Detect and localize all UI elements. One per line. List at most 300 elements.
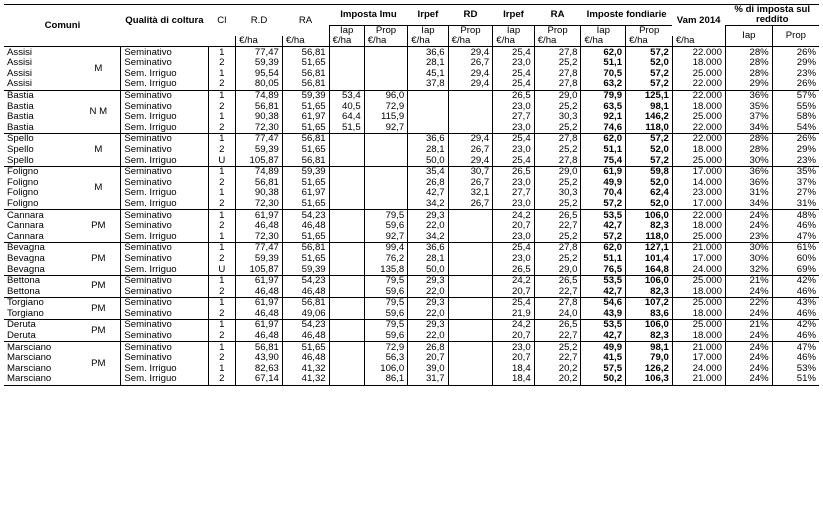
row-if-prop: 52,0: [626, 177, 673, 188]
row-ra: 56,81: [282, 155, 329, 166]
row-if-iap: 70,4: [581, 188, 626, 199]
row-imu-prop: 72,9: [364, 101, 408, 112]
row-irpef-ra-prop: 27,8: [534, 297, 581, 308]
row-perc-prop: 55%: [772, 101, 819, 112]
row-irpef-rd-prop: 26,7: [448, 58, 493, 69]
row-irpef-ra-prop: 27,8: [534, 133, 581, 144]
row-perc-prop: 46%: [772, 221, 819, 232]
unit-irpef-ra-iap: €/ha: [493, 36, 534, 47]
row-if-iap: 61,9: [581, 166, 626, 177]
row-imu-prop: 59,6: [364, 286, 408, 297]
row-rd: 72,30: [236, 122, 283, 133]
row-ra: 54,23: [282, 210, 329, 221]
row-vam: 17.000: [672, 253, 725, 264]
row-ra: 61,97: [282, 188, 329, 199]
row-irpef-ra-iap: 25,4: [493, 68, 534, 79]
row-coltura: Seminativo: [121, 253, 208, 264]
row-cl: 2: [208, 122, 236, 133]
unit-irpef-rd-iap: €/ha: [408, 36, 448, 47]
row-imu-iap: [329, 353, 364, 364]
row-perc-iap: 24%: [725, 308, 772, 319]
row-if-iap: 92,1: [581, 112, 626, 123]
row-irpef-rd-iap: 26,8: [408, 177, 448, 188]
row-coltura: Seminativo: [121, 319, 208, 330]
row-comune: Torgiano: [7, 308, 44, 319]
table-row: [4, 353, 819, 364]
row-irpef-rd-iap: 39,0: [408, 363, 448, 374]
header-irpef-ra: Irpef: [493, 5, 534, 26]
row-rd: 61,97: [236, 210, 283, 221]
row-perc-iap: 28%: [725, 58, 772, 69]
row-vam: 18.000: [672, 221, 725, 232]
row-irpef-rd-iap: [408, 122, 448, 133]
row-if-prop: 98,1: [626, 342, 673, 353]
row-perc-prop: 46%: [772, 308, 819, 319]
row-if-iap: 62,0: [581, 47, 626, 58]
row-rd: 61,97: [236, 319, 283, 330]
row-vam: 22.000: [672, 210, 725, 221]
row-irpef-ra-prop: 25,2: [534, 177, 581, 188]
row-rd: 46,48: [236, 308, 283, 319]
row-vam: 22.000: [672, 122, 725, 133]
row-ra: 61,97: [282, 112, 329, 123]
row-coltura: Seminativo: [121, 275, 208, 286]
row-ra: 51,65: [282, 253, 329, 264]
row-perc-iap: 24%: [725, 353, 772, 364]
row-comune: Marsciano: [7, 352, 52, 364]
row-imu-prop: [364, 198, 408, 209]
unit-rd: €/ha: [236, 36, 283, 47]
row-irpef-ra-prop: 25,2: [534, 101, 581, 112]
row-irpef-rd-prop: [448, 112, 493, 123]
row-irpef-rd-prop: [448, 122, 493, 133]
row-if-iap: 53,5: [581, 275, 626, 286]
header-cl-spacer: [208, 36, 236, 47]
row-cl: 1: [208, 112, 236, 123]
row-rd: 59,39: [236, 253, 283, 264]
table-row: [4, 47, 819, 58]
table-row: [4, 331, 819, 342]
row-coltura: Sem. Irriguo: [121, 155, 208, 166]
row-cl: 1: [208, 188, 236, 199]
row-irpef-ra-iap: 27,7: [493, 112, 534, 123]
row-perc-prop: 42%: [772, 275, 819, 286]
row-cl: 1: [208, 275, 236, 286]
row-vam: 25.000: [672, 297, 725, 308]
row-irpef-ra-iap: 20,7: [493, 331, 534, 342]
row-irpef-ra-prop: 24,0: [534, 308, 581, 319]
row-irpef-ra-prop: 27,8: [534, 79, 581, 90]
row-irpef-rd-iap: 28,1: [408, 58, 448, 69]
row-if-iap: 42,7: [581, 221, 626, 232]
row-irpef-ra-iap: 23,0: [493, 231, 534, 242]
row-perc-prop: 46%: [772, 353, 819, 364]
row-rd: 61,97: [236, 275, 283, 286]
row-comune: Bastia: [7, 111, 34, 123]
row-perc-prop: 69%: [772, 264, 819, 275]
table-row: [4, 155, 819, 166]
table-row: [4, 112, 819, 123]
row-if-iap: 57,2: [581, 231, 626, 242]
row-irpef-rd-prop: [448, 374, 493, 385]
row-cl: 2: [208, 308, 236, 319]
row-imu-iap: [329, 221, 364, 232]
row-perc-prop: 29%: [772, 144, 819, 155]
row-coltura: Seminativo: [121, 90, 208, 101]
row-irpef-ra-prop: 26,5: [534, 319, 581, 330]
zone-label: PM: [76, 275, 121, 297]
row-if-iap: 51,1: [581, 144, 626, 155]
row-cl: 2: [208, 286, 236, 297]
row-irpef-rd-prop: [448, 308, 493, 319]
row-irpef-rd-prop: 32,1: [448, 188, 493, 199]
row-if-iap: 57,2: [581, 198, 626, 209]
unit-if-prop: €/ha: [626, 36, 673, 47]
row-vam: 25.000: [672, 112, 725, 123]
row-if-prop: 59,8: [626, 166, 673, 177]
row-rd: 90,38: [236, 188, 283, 199]
row-ra: 41,32: [282, 374, 329, 385]
row-coltura: Sem. Irriguo: [121, 112, 208, 123]
row-irpef-ra-iap: 25,4: [493, 242, 534, 253]
header-qualita: Qualità di coltura: [121, 5, 208, 37]
row-comune: Bettona: [4, 275, 76, 286]
row-perc-prop: 31%: [772, 198, 819, 209]
row-irpef-rd-prop: [448, 342, 493, 353]
row-ra: 54,23: [282, 275, 329, 286]
row-irpef-rd-prop: [448, 221, 493, 232]
row-irpef-rd-prop: [448, 101, 493, 112]
table-row: [4, 242, 819, 253]
row-imu-iap: [329, 253, 364, 264]
row-ra: 56,81: [282, 68, 329, 79]
row-ra: 59,39: [282, 264, 329, 275]
table-row: [4, 79, 819, 90]
row-ra: 56,81: [282, 297, 329, 308]
row-imu-prop: 79,5: [364, 210, 408, 221]
row-irpef-rd-prop: [448, 363, 493, 374]
row-irpef-ra-iap: 23,0: [493, 198, 534, 209]
row-irpef-rd-iap: 29,3: [408, 297, 448, 308]
row-irpef-rd-prop: [448, 231, 493, 242]
row-comune: Assisi: [7, 78, 33, 90]
row-irpef-rd-prop: [448, 297, 493, 308]
row-irpef-ra-prop: 27,8: [534, 155, 581, 166]
row-imu-prop: 79,5: [364, 275, 408, 286]
row-if-prop: 146,2: [626, 112, 673, 123]
row-perc-prop: 37%: [772, 177, 819, 188]
header-perc-iap: Iap: [725, 26, 772, 47]
row-comune: Marsciano: [7, 363, 52, 374]
row-cl: 2: [208, 79, 236, 90]
row-if-iap: 76,5: [581, 264, 626, 275]
row-irpef-rd-iap: 22,0: [408, 221, 448, 232]
row-irpef-rd-prop: [448, 253, 493, 264]
row-comune: Foligno: [4, 166, 76, 177]
row-perc-prop: 26%: [772, 133, 819, 144]
row-ra: 46,48: [282, 286, 329, 297]
row-imu-prop: [364, 79, 408, 90]
row-rd: 77,47: [236, 133, 283, 144]
row-if-iap: 70,5: [581, 68, 626, 79]
row-imu-prop: [364, 133, 408, 144]
header-irpef-rd-prop: Prop: [448, 26, 493, 37]
header-imu-iap: Iap: [329, 26, 364, 37]
header-perc-prop: Prop: [772, 26, 819, 47]
row-coltura: Seminativo: [121, 166, 208, 177]
row-ra: 51,65: [282, 342, 329, 353]
row-imu-prop: 86,1: [364, 374, 408, 385]
row-irpef-ra-prop: 25,2: [534, 231, 581, 242]
row-irpef-ra-prop: 22,7: [534, 353, 581, 364]
row-perc-iap: 37%: [725, 112, 772, 123]
row-imu-iap: [329, 342, 364, 353]
row-rd: 56,81: [236, 342, 283, 353]
row-if-prop: 79,0: [626, 353, 673, 364]
row-perc-prop: 61%: [772, 242, 819, 253]
row-imu-prop: [364, 144, 408, 155]
row-irpef-rd-prop: [448, 210, 493, 221]
row-irpef-ra-prop: 25,2: [534, 253, 581, 264]
row-ra: 51,65: [282, 177, 329, 188]
row-vam: 18.000: [672, 308, 725, 319]
row-irpef-rd-iap: 28,1: [408, 253, 448, 264]
row-coltura: Seminativo: [121, 144, 208, 155]
row-ra: 56,81: [282, 79, 329, 90]
row-imu-iap: [329, 133, 364, 144]
row-irpef-ra-iap: 26,5: [493, 90, 534, 101]
row-irpef-rd-iap: 42,7: [408, 188, 448, 199]
row-irpef-rd-iap: 29,3: [408, 210, 448, 221]
row-rd: 95,54: [236, 68, 283, 79]
row-coltura: Seminativo: [121, 342, 208, 353]
row-ra: 49,06: [282, 308, 329, 319]
row-comune: Bevagna: [4, 242, 76, 253]
row-irpef-ra-iap: 18,4: [493, 374, 534, 385]
row-perc-iap: 24%: [725, 374, 772, 385]
row-cl: 2: [208, 253, 236, 264]
row-coltura: Seminativo: [121, 210, 208, 221]
row-if-prop: 98,1: [626, 101, 673, 112]
row-imu-prop: 92,7: [364, 122, 408, 133]
row-vam: 25.000: [672, 319, 725, 330]
row-irpef-rd-iap: 22,0: [408, 286, 448, 297]
zone-label: M: [76, 166, 121, 209]
table-row: [4, 363, 819, 374]
row-rd: 90,38: [236, 112, 283, 123]
row-rd: 61,97: [236, 297, 283, 308]
row-perc-iap: 36%: [725, 90, 772, 101]
table-row: [4, 68, 819, 79]
row-perc-iap: 36%: [725, 166, 772, 177]
row-irpef-ra-prop: 29,0: [534, 90, 581, 101]
row-cl: 2: [208, 58, 236, 69]
row-perc-iap: 21%: [725, 275, 772, 286]
row-irpef-ra-prop: 20,2: [534, 363, 581, 374]
row-cl: 2: [208, 177, 236, 188]
row-rd: 82,63: [236, 363, 283, 374]
row-imu-prop: 96,0: [364, 90, 408, 101]
zone-label: M: [76, 47, 121, 90]
row-ra: 46,48: [282, 353, 329, 364]
row-imu-iap: [329, 188, 364, 199]
row-vam: 24.000: [672, 264, 725, 275]
row-perc-iap: 35%: [725, 101, 772, 112]
row-rd: 72,30: [236, 231, 283, 242]
row-perc-prop: 47%: [772, 342, 819, 353]
row-coltura: Sem. Irriguo: [121, 198, 208, 209]
row-irpef-ra-iap: 27,7: [493, 188, 534, 199]
header-imposte-fondiarie: Imposte fondiarie: [581, 5, 672, 26]
row-imu-prop: 92,7: [364, 231, 408, 242]
row-cl: 2: [208, 353, 236, 364]
row-if-prop: 125,1: [626, 90, 673, 101]
row-coltura: Sem. Irriguo: [121, 374, 208, 385]
table-row: [4, 122, 819, 133]
row-if-prop: 82,3: [626, 286, 673, 297]
row-if-prop: 106,0: [626, 210, 673, 221]
row-cl: U: [208, 264, 236, 275]
row-perc-iap: 30%: [725, 155, 772, 166]
row-perc-iap: 36%: [725, 177, 772, 188]
row-comune: Bastia: [7, 122, 34, 133]
row-imu-prop: 135,8: [364, 264, 408, 275]
row-perc-iap: 34%: [725, 198, 772, 209]
row-cl: 1: [208, 166, 236, 177]
row-irpef-ra-iap: 25,4: [493, 47, 534, 58]
row-rd: 46,48: [236, 286, 283, 297]
row-irpef-rd-prop: 29,4: [448, 68, 493, 79]
row-irpef-rd-iap: 22,0: [408, 308, 448, 319]
row-irpef-rd-iap: 29,3: [408, 319, 448, 330]
row-if-prop: 82,3: [626, 331, 673, 342]
row-if-prop: 52,0: [626, 58, 673, 69]
zone-label: PM: [76, 210, 121, 243]
table-row: [4, 308, 819, 319]
table-row: [4, 210, 819, 221]
row-imu-iap: 64,4: [329, 112, 364, 123]
row-rd: 67,14: [236, 374, 283, 385]
row-imu-prop: [364, 47, 408, 58]
row-cl: 1: [208, 319, 236, 330]
header-comuni: Comuni: [4, 5, 121, 47]
row-comune: Spello: [4, 133, 76, 144]
row-ra: 51,65: [282, 231, 329, 242]
unit-imu-iap: €/ha: [329, 36, 364, 47]
row-irpef-rd-prop: [448, 90, 493, 101]
table-row: [4, 319, 819, 330]
row-imu-prop: [364, 166, 408, 177]
row-perc-iap: 28%: [725, 68, 772, 79]
row-perc-iap: 31%: [725, 188, 772, 199]
row-ra: 54,23: [282, 319, 329, 330]
row-imu-iap: [329, 264, 364, 275]
row-if-iap: 51,1: [581, 58, 626, 69]
row-rd: 56,81: [236, 101, 283, 112]
tax-table-container: [4, 4, 819, 386]
row-perc-iap: 28%: [725, 144, 772, 155]
row-if-iap: 54,6: [581, 297, 626, 308]
row-perc-iap: 24%: [725, 342, 772, 353]
row-imu-iap: [329, 210, 364, 221]
row-irpef-rd-prop: [448, 319, 493, 330]
row-irpef-rd-iap: 45,1: [408, 68, 448, 79]
zone-label: PM: [76, 319, 121, 341]
row-imu-iap: [329, 374, 364, 385]
row-perc-iap: 23%: [725, 231, 772, 242]
row-perc-prop: 60%: [772, 253, 819, 264]
row-irpef-rd-prop: 26,7: [448, 198, 493, 209]
row-ra: 59,39: [282, 166, 329, 177]
row-perc-prop: 43%: [772, 297, 819, 308]
row-vam: 22.000: [672, 90, 725, 101]
header-if-iap: Iap: [581, 26, 626, 37]
row-if-prop: 52,0: [626, 144, 673, 155]
row-irpef-rd-prop: 29,4: [448, 47, 493, 58]
row-if-iap: 49,9: [581, 342, 626, 353]
row-imu-iap: 51,5: [329, 122, 364, 133]
row-irpef-ra-iap: 18,4: [493, 363, 534, 374]
row-if-prop: 106,0: [626, 275, 673, 286]
row-ra: 59,39: [282, 90, 329, 101]
row-perc-iap: 21%: [725, 319, 772, 330]
row-perc-iap: 28%: [725, 133, 772, 144]
row-rd: 59,39: [236, 58, 283, 69]
row-irpef-rd-prop: [448, 275, 493, 286]
row-perc-prop: 54%: [772, 122, 819, 133]
row-vam: 22.000: [672, 133, 725, 144]
row-comune: Assisi: [4, 47, 76, 58]
row-cl: 1: [208, 68, 236, 79]
row-perc-iap: 24%: [725, 210, 772, 221]
unit-vam: €/ha: [672, 36, 725, 47]
row-rd: 43,90: [236, 353, 283, 364]
row-vam: 25.000: [672, 231, 725, 242]
zone-label: PM: [76, 242, 121, 275]
row-if-prop: 62,4: [626, 188, 673, 199]
row-cl: 2: [208, 374, 236, 385]
row-irpef-ra-prop: 27,8: [534, 47, 581, 58]
header-rd: R.D: [236, 5, 283, 37]
table-row: [4, 374, 819, 385]
row-comune: Marsciano: [4, 342, 76, 353]
row-coltura: Sem. Irriguo: [121, 188, 208, 199]
zone-label: PM: [76, 297, 121, 319]
row-imu-iap: [329, 58, 364, 69]
header-imu-prop: Prop: [364, 26, 408, 37]
row-rd: 77,47: [236, 242, 283, 253]
unit-imu-prop: €/ha: [364, 36, 408, 47]
row-irpef-rd-iap: 34,2: [408, 231, 448, 242]
header-irpef-ra-iap: Iap: [493, 26, 534, 37]
row-vam: 14.000: [672, 177, 725, 188]
row-rd: 56,81: [236, 177, 283, 188]
row-if-prop: 118,0: [626, 122, 673, 133]
row-irpef-rd-iap: 37,8: [408, 79, 448, 90]
row-irpef-ra-prop: 25,2: [534, 58, 581, 69]
row-if-prop: 106,0: [626, 319, 673, 330]
row-coltura: Seminativo: [121, 297, 208, 308]
row-comune: Cannara: [4, 210, 76, 221]
row-coltura: Seminativo: [121, 353, 208, 364]
row-irpef-rd-iap: 35,4: [408, 166, 448, 177]
row-if-prop: 57,2: [626, 155, 673, 166]
row-imu-iap: [329, 319, 364, 330]
row-vam: 23.000: [672, 188, 725, 199]
table-row: [4, 177, 819, 188]
row-comune: Cannara: [7, 220, 44, 232]
row-imu-prop: [364, 177, 408, 188]
